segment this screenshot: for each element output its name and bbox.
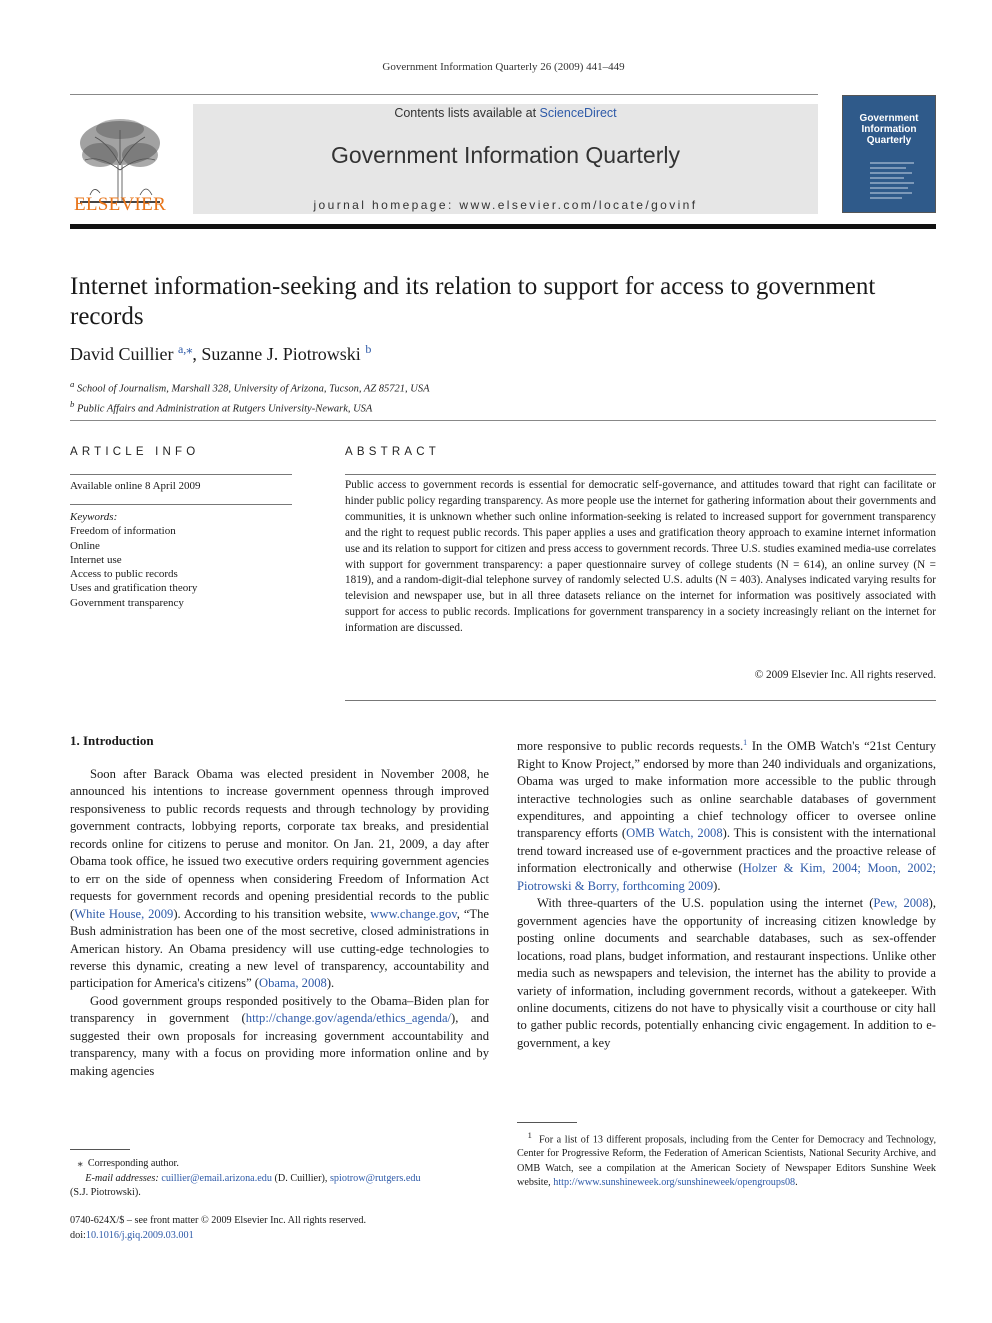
article-info-heading: ARTICLE INFO bbox=[70, 446, 200, 458]
divider bbox=[345, 700, 936, 701]
journal-homepage[interactable]: journal homepage: www.elsevier.com/locate/govinf bbox=[313, 198, 698, 212]
email-name: (S.J. Piotrowski). bbox=[70, 1187, 141, 1199]
paragraph bbox=[70, 993, 489, 1080]
text-run: ). bbox=[326, 976, 335, 991]
keyword: Government transparency bbox=[70, 596, 184, 609]
footnote-link[interactable]: http://www.sunshineweek.org/sunshineweek/opengroups08 bbox=[553, 1176, 796, 1188]
journal-title: Government Information Quarterly bbox=[331, 142, 680, 168]
cover-contents-lines bbox=[866, 160, 918, 200]
divider bbox=[70, 504, 292, 505]
text-run: In the OMB Watch's “21st Century Right to Know Project,” endorsed by more than 240 individuals and organizations, Obama was urged to make information more accessible to the public through interactive technologies such as online searchable databases of government expenditures, and appointing a chief technology officer to oversee online transparency efforts ( bbox=[517, 739, 936, 841]
affiliation-a-mark: a bbox=[70, 379, 75, 389]
doi-link[interactable]: 10.1016/j.giq.2009.03.001 bbox=[85, 1229, 194, 1241]
contents-line bbox=[193, 106, 818, 120]
corresponding-line bbox=[70, 1157, 489, 1172]
body-column-left bbox=[70, 766, 489, 1080]
corresponding-author-mark: ⁎ bbox=[186, 342, 193, 356]
citation-link[interactable]: Holzer & Kim, 2004; Moon, 2002; Piotrowski & Borry, forthcoming 2009 bbox=[517, 861, 937, 893]
corresponding-author-note bbox=[70, 1157, 489, 1201]
text-run: ). This is consistent with the international trend toward increased use of e-government practices and the proactive release of information electronically and otherwise ( bbox=[517, 826, 936, 876]
text-run: ). According to his transition website, bbox=[173, 906, 371, 921]
affiliation-b-mark: b bbox=[70, 398, 75, 409]
paragraph bbox=[517, 895, 936, 1052]
article-title: Internet information-seeking and its relation to support for access to government records bbox=[70, 273, 876, 330]
abstract-text: Public access to government records is essential for democratic self-governance, and attitudes toward that right can facilitate or hinder public policy regarding transparency. As more people use the internet for gathering information about their governments and communities, it is unknown whether such online information-seeking is related to increased support for government transparency and the right to request public records. This paper applies a uses and gratification theory approach to examine internet information use and its relation to support for citizen and press access to government records. Three U.S. studies examined media-use correlates with support for government transparency: a paper questionnaire survey of college students (N = 614), an online survey (N = 1819), and a random-digit-dial telephone survey of randomly selected U.S. adults (N = 403). Analyses indicated varying results for television and newspaper use, but in all three datasets reliance on the internet for information was positively associated with support for access to public records. Implications for government transparency in a society increasingly reliant on the internet for information are discussed. bbox=[345, 479, 936, 635]
citation-link[interactable]: White House, 2009 bbox=[74, 906, 174, 921]
cover-title-line: Information bbox=[861, 124, 917, 135]
citation-link[interactable]: OMB Watch, 2008 bbox=[626, 826, 723, 841]
author-name: Suzanne J. Piotrowski bbox=[201, 344, 361, 364]
doi-line bbox=[70, 1229, 489, 1244]
email-name: (D. Cuillier), bbox=[271, 1172, 330, 1184]
cover-title-line: Government bbox=[859, 113, 919, 124]
available-online: Available online 8 April 2009 bbox=[70, 480, 201, 492]
keywords-list bbox=[70, 510, 197, 610]
keyword: Access to public records bbox=[70, 568, 178, 581]
issn-line: 0740-624X/$ – see front matter © 2009 Elsevier Inc. All rights reserved. bbox=[70, 1215, 367, 1226]
keyword: Uses and gratification theory bbox=[70, 582, 198, 595]
footnote-end: . bbox=[795, 1176, 798, 1188]
keyword: Freedom of information bbox=[70, 525, 176, 538]
body-column-right bbox=[517, 734, 936, 1052]
text-run: more responsive to public records requests. bbox=[517, 739, 744, 754]
header-thick-rule bbox=[70, 224, 936, 229]
paragraph bbox=[517, 734, 936, 895]
divider bbox=[345, 474, 936, 475]
footnote-mark[interactable]: 1 bbox=[743, 738, 748, 747]
email-line bbox=[70, 1172, 489, 1187]
text-run: ). bbox=[713, 878, 721, 893]
divider bbox=[70, 474, 292, 475]
contents-prefix: Contents lists available at bbox=[394, 106, 540, 120]
header-rule bbox=[70, 94, 818, 95]
citation-link[interactable]: Pew, 2008 bbox=[873, 896, 929, 911]
footnote-text: For a list of 13 different proposals, including from the Center for Democracy and Technology, Center for Progressive Reform, the Federation of American Scientists, National Security Archive, and OMB Watch, see a compilation at the American Society of Newspaper Editors Sunshine Week website, bbox=[517, 1134, 936, 1188]
abstract-heading: ABSTRACT bbox=[345, 446, 440, 458]
author-list bbox=[70, 342, 936, 365]
affiliation-mark-text: a, bbox=[177, 342, 187, 356]
divider bbox=[70, 420, 936, 421]
keyword: Online bbox=[70, 539, 100, 552]
text-run: With three-quarters of the U.S. population using the internet ( bbox=[537, 896, 874, 911]
corresponding-label: Corresponding author. bbox=[87, 1158, 179, 1169]
publisher-wordmark: ELSEVIER bbox=[73, 194, 167, 215]
footnote-number: 1 bbox=[527, 1130, 532, 1140]
paragraph bbox=[70, 766, 489, 993]
cover-title bbox=[842, 113, 936, 146]
keywords-heading: Keywords: bbox=[70, 511, 118, 523]
affiliation-mark[interactable] bbox=[178, 342, 192, 356]
affiliation-a bbox=[70, 377, 936, 397]
text-run: ), government agencies have the opportunity of increasing citizen knowledge by posting online documents and searchable databases, such as sex-offender locations, road plans, budget information, and restaurant inspections. Unlike other media such as newspapers and television, the internet has the ability to provide a variety of information, including government records, without a gatekeeper. With online documents, citizens do not have to physically visit a courthouse or city hall to gather public records, potentially enhancing civic engagement. In addition to e-government, a key bbox=[517, 896, 936, 1050]
cover-title-line: Quarterly bbox=[866, 135, 912, 146]
text-run: Good government groups responded positively to the Obama–Biden plan for transparency in government ( bbox=[70, 993, 489, 1026]
doi-label: doi: bbox=[70, 1229, 86, 1241]
website-link[interactable]: www.change.gov bbox=[370, 906, 457, 921]
footnote-rule bbox=[70, 1149, 130, 1150]
citation-link[interactable]: Obama, 2008 bbox=[259, 976, 327, 991]
front-matter bbox=[70, 1214, 489, 1243]
text-run: , “The Bush administration has been one of the most secretive, closed administrations in American history. An Obama presidency will use cutting-edge technologies to reverse this dynamic, creating a new level of transparency, accountability and participation for America's citizens” ( bbox=[70, 906, 489, 991]
abstract-copyright: © 2009 Elsevier Inc. All rights reserved. bbox=[754, 669, 936, 681]
keyword: Internet use bbox=[70, 553, 122, 566]
running-citation: Government Information Quarterly 26 (2009) 441–449 bbox=[382, 61, 625, 73]
corresponding-mark: ⁎ bbox=[77, 1158, 83, 1169]
email-label: E-mail addresses: bbox=[85, 1172, 162, 1184]
text-run: Soon after Barack Obama was elected president in November 2008, he announced his intentions to increase government openness through improved responsiveness to public records requests and through technology by providing government contracts, lobbying reports, corporate tax breaks, and presidential records online for citizens to peruse and monitor. On Jan. 21, 2009, a day after Obama took office, he issued two executive orders requiring government agencies to err on the side of openness when considering Freedom of Information Act requests for government records and opening presidential records to the public ( bbox=[70, 767, 489, 921]
affiliation-b-text: Public Affairs and Administration at Rutgers University-Newark, USA bbox=[77, 403, 373, 414]
sciencedirect-link[interactable]: ScienceDirect bbox=[539, 106, 617, 120]
text-run: ), and suggested their own proposals for increasing government accountability and transparency, many with a focus on providing more information online and by making agencies bbox=[70, 1011, 489, 1078]
footnote-rule bbox=[517, 1122, 577, 1123]
author-separator: , bbox=[192, 344, 202, 364]
website-link[interactable]: http://change.gov/agenda/ethics_agenda/ bbox=[245, 1011, 452, 1026]
section-heading: 1. Introduction bbox=[70, 733, 154, 748]
affiliation-a-text: School of Journalism, Marshall 328, University of Arizona, Tucson, AZ 85721, USA bbox=[77, 383, 430, 395]
affiliation-b bbox=[70, 397, 936, 417]
footnote-1 bbox=[517, 1128, 936, 1190]
email-link[interactable]: cuillier@email.arizona.edu bbox=[161, 1172, 272, 1184]
author-name: David Cuillier bbox=[70, 344, 174, 364]
affiliations bbox=[70, 377, 936, 416]
affiliation-mark[interactable]: b bbox=[365, 342, 372, 356]
email-link[interactable]: spiotrow@rutgers.edu bbox=[329, 1172, 421, 1184]
